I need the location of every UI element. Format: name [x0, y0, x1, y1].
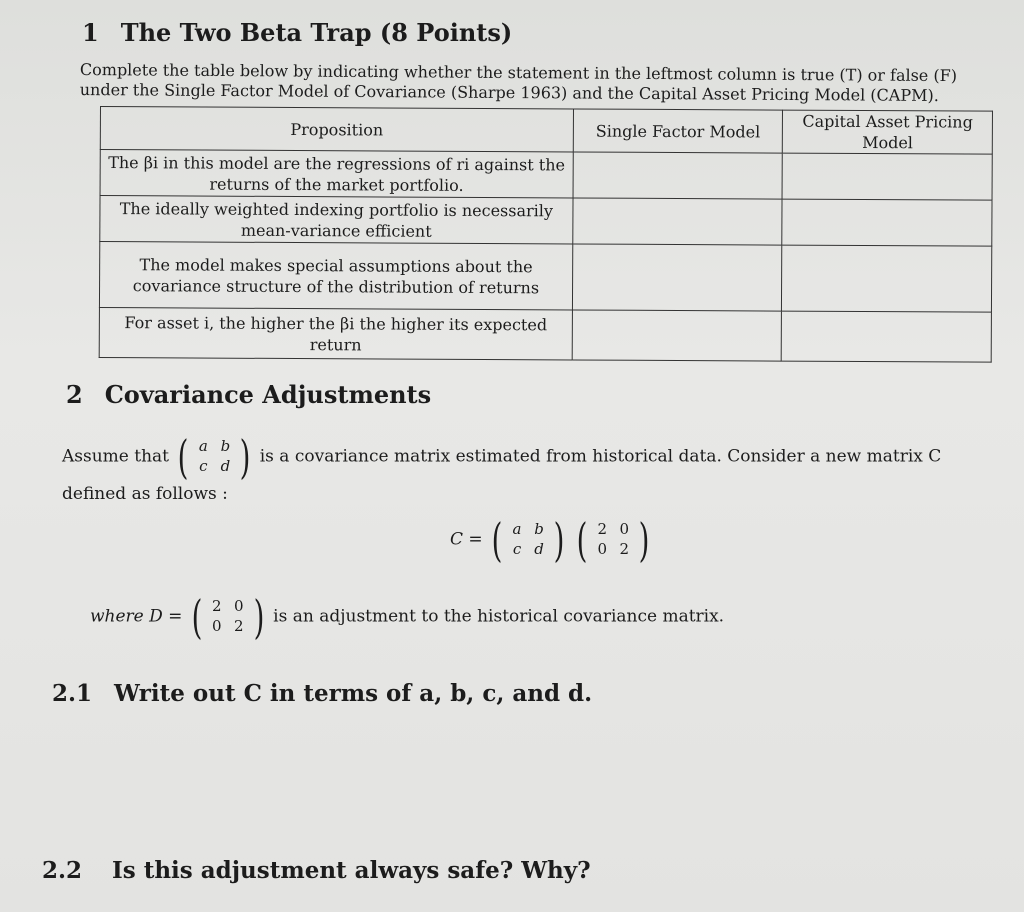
question-2-1 [52, 680, 592, 707]
left-paren: ( [576, 513, 588, 567]
matrix-entry: 2 [619, 540, 630, 558]
header-proposition: Proposition [100, 107, 573, 152]
matrix-entry: 0 [212, 617, 222, 635]
table-row [100, 150, 992, 201]
answer-cell-sfm[interactable] [572, 310, 782, 361]
assumption-line [62, 430, 942, 484]
matrix-entry: 2 [234, 617, 244, 635]
matrix-entry: b [534, 520, 544, 538]
matrix-entry: d [534, 540, 544, 558]
left-paren: ( [191, 590, 203, 644]
matrix-d [188, 590, 268, 644]
right-paren: ) [638, 513, 650, 567]
proposition-cell: The model makes special assumptions about the covariance structure of the distribution of returns [99, 242, 572, 310]
answer-cell-sfm[interactable] [573, 152, 783, 199]
c-equation [450, 513, 653, 567]
question-text: Write out C in terms of a, b, c, and d. [114, 680, 593, 707]
table-row [99, 242, 991, 313]
where-d-line [90, 590, 725, 644]
matrix-entry: a [198, 437, 208, 455]
matrix-entry: 0 [234, 597, 244, 615]
proposition-cell: The ideally weighted indexing portfolio is necessarily mean-variance efficient [100, 196, 573, 244]
answer-cell-capm[interactable] [782, 311, 992, 362]
left-paren: ( [178, 430, 189, 484]
section-title: Covariance Adjustments [104, 380, 432, 409]
section-number: 1 [82, 18, 99, 47]
where-label: where D = [90, 606, 183, 627]
answer-cell-capm[interactable] [782, 245, 992, 312]
matrix-entry: c [512, 540, 522, 558]
header-single-factor-model: Single Factor Model [573, 109, 783, 153]
matrix-entry: c [199, 457, 208, 475]
question-text: Is this adjustment always safe? Why? [112, 857, 591, 884]
section-1-heading [82, 18, 512, 47]
matrix-d [573, 513, 653, 567]
matrix-entry: 0 [597, 540, 608, 558]
defined-line: defined as follows : [62, 484, 228, 504]
right-paren: ) [553, 513, 565, 567]
matrix-entry: a [512, 520, 522, 538]
answer-cell-sfm[interactable] [572, 244, 782, 311]
question-number: 2.1 [52, 680, 93, 707]
table-row [99, 307, 991, 362]
matrix-entry: b [220, 437, 231, 455]
question-2-2 [42, 857, 591, 884]
right-paren: ) [239, 430, 251, 484]
answer-cell-sfm[interactable] [573, 198, 783, 245]
question-number: 2.2 [42, 857, 83, 884]
section-title: The Two Beta Trap (8 Points) [120, 18, 513, 47]
instruction-line: under the Single Factor Model of Covariance (Sharpe 1963) and the Capital Asset Pricing Model (CAPM). [79, 79, 939, 105]
right-paren: ) [253, 590, 265, 644]
matrix-entry: 2 [597, 520, 608, 538]
matrix-abcd [488, 513, 568, 567]
proposition-table [99, 106, 993, 363]
table-header-row [100, 107, 992, 155]
matrix-entries [591, 520, 635, 560]
proposition-cell: For asset i, the higher the βi the higher its expected return [99, 307, 572, 359]
answer-cell-capm[interactable] [782, 153, 992, 200]
covariance-description: is a covariance matrix estimated from historical data. Consider a new matrix C [259, 446, 942, 467]
matrix-entry: 2 [212, 597, 222, 615]
matrix-entry: 0 [619, 520, 630, 538]
section-1-instructions [80, 60, 1000, 106]
section-2-heading [66, 380, 431, 409]
covariance-matrix [174, 430, 254, 484]
left-paren: ( [491, 513, 503, 567]
matrix-entries [206, 597, 250, 637]
instruction-line: Complete the table below by indicating whether the statement in the leftmost column is true (T) or false (F) [79, 60, 958, 86]
header-capm: Capital Asset Pricing Model [783, 110, 993, 154]
answer-cell-capm[interactable] [782, 199, 992, 246]
matrix-entries [506, 520, 550, 560]
proposition-cell: The βi in this model are the regressions of ri against the returns of the market portfolio. [100, 150, 573, 198]
adjustment-description: is an adjustment to the historical covariance matrix. [273, 606, 725, 627]
section-number: 2 [66, 380, 83, 409]
matrix-entry: d [220, 457, 231, 475]
c-label: C = [450, 529, 483, 550]
matrix-entries [192, 437, 236, 477]
assume-text: Assume that [62, 446, 170, 467]
table-row [100, 196, 992, 247]
